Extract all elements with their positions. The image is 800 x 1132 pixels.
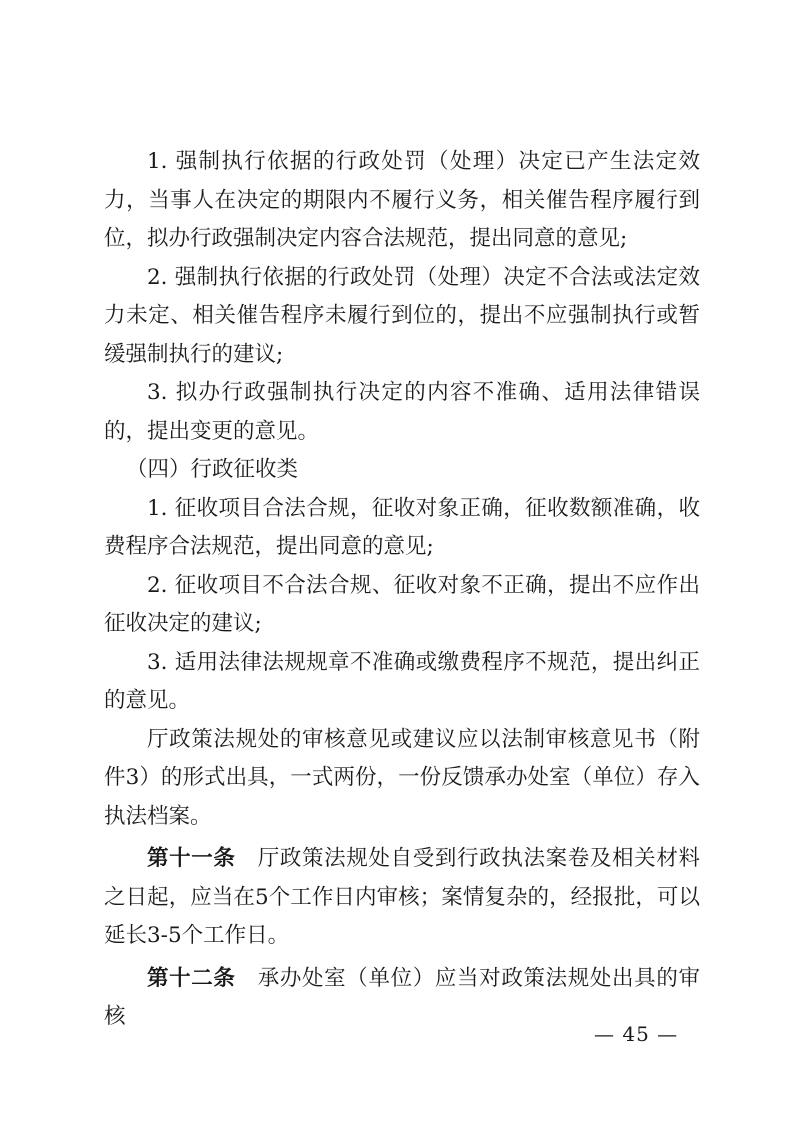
article-11-label: 第十一条: [147, 846, 236, 871]
document-body: [104, 143, 700, 1037]
article-11-text: 厅政策法规处自受到行政执法案卷及相关材料之日起，应当在5个工作日内审核；案情复杂的，经报批，可以延长3-5个工作日。: [104, 846, 700, 948]
paragraph-levy-3: 3. 适用法律法规规章不准确或缴费程序不规范，提出纠正的意见。: [104, 649, 700, 713]
paragraph-enforcement-3: 3. 拟办行政强制执行决定的内容不准确、适用法律错误的，提出变更的意见。: [104, 380, 700, 444]
paragraph-enforcement-1: 1. 强制执行依据的行政处罚（处理）决定已产生法定效力，当事人在决定的期限内不履行义务，相关催告程序履行到位，拟办行政强制决定内容合法规范，提出同意的意见;: [104, 149, 700, 251]
paragraph-opinion-format: 厅政策法规处的审核意见或建议应以法制审核意见书（附件3）的形式出具，一式两份，一份反馈承办处室（单位）存入执法档案。: [104, 726, 700, 829]
article-11: [104, 840, 700, 956]
page-number: — 45 —: [594, 1022, 679, 1046]
article-12-text: 承办处室（单位）应当对政策法规处出具的审核: [104, 965, 700, 1029]
article-12-label: 第十二条: [147, 965, 236, 991]
paragraph-levy-1: 1. 征收项目合法合规，征收对象正确，征收数额准确，收费程序合法规范，提出同意的意见;: [104, 495, 700, 559]
paragraph-levy-2: 2. 征收项目不合法合规、征收对象不正确，提出不应作出征收决定的建议;: [104, 572, 700, 636]
section-heading-levy: （四）行政征收类: [126, 457, 299, 482]
paragraph-enforcement-2: 2. 强制执行依据的行政处罚（处理）决定不合法或法定效力未定、相关催告程序未履行到位的，提出不应强制执行或暂缓强制执行的建议;: [104, 264, 700, 367]
